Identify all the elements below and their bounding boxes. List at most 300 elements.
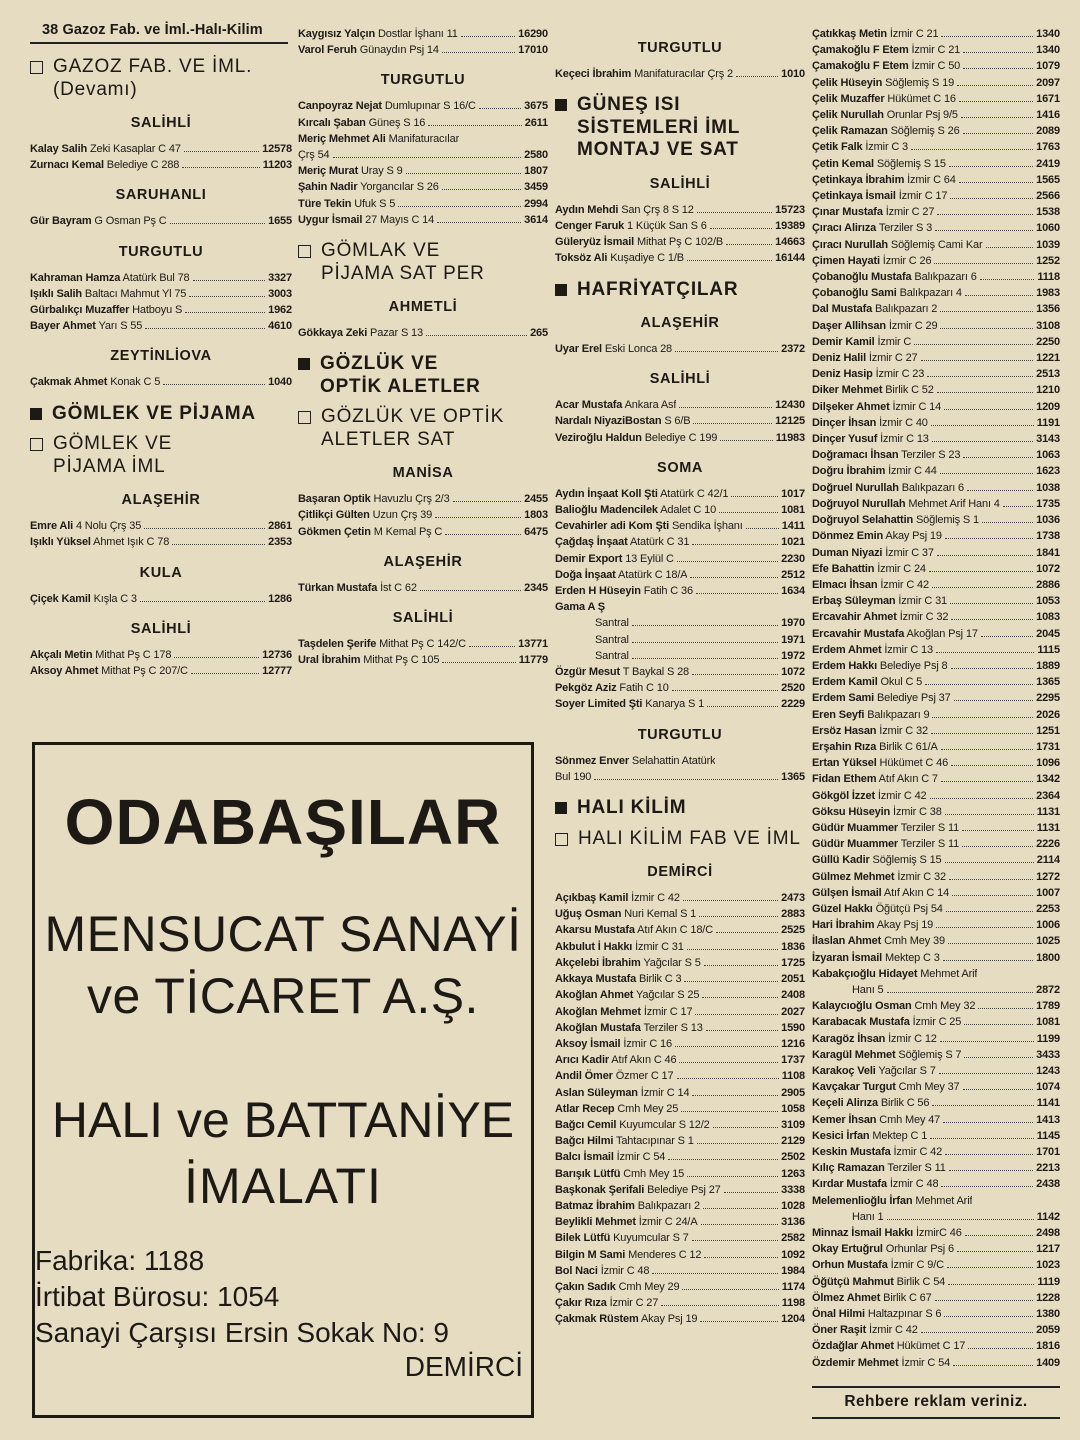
listing-name bbox=[555, 502, 716, 518]
listing-row bbox=[555, 202, 805, 218]
listing-business: Bol Naci bbox=[555, 1264, 598, 1277]
phone-number: 2498 bbox=[1036, 1227, 1060, 1240]
listing-address: İst C 62 bbox=[380, 581, 417, 594]
listing-business: Öner Raşit bbox=[812, 1324, 867, 1337]
listing-address: Adalet C 10 bbox=[660, 504, 717, 517]
leader-dots bbox=[140, 601, 265, 602]
listing-name bbox=[555, 1068, 674, 1084]
listing-name bbox=[298, 636, 466, 652]
phone-number: 1409 bbox=[1036, 1356, 1060, 1369]
listing-address: Mehmet Arif bbox=[920, 967, 978, 980]
leader-dots bbox=[963, 457, 1033, 458]
listing-name bbox=[555, 664, 689, 680]
phone-number: 3143 bbox=[1036, 433, 1060, 446]
listing-name bbox=[298, 131, 459, 147]
listing-name bbox=[812, 447, 960, 463]
listing-name bbox=[812, 1257, 944, 1273]
listing-name bbox=[812, 1274, 945, 1290]
city-heading: MANİSA bbox=[392, 465, 454, 482]
listing-address: Mektep C 1 bbox=[872, 1129, 928, 1142]
phone-number: 1204 bbox=[781, 1313, 805, 1326]
phone-number: 2026 bbox=[1036, 708, 1060, 721]
listing-name bbox=[812, 982, 884, 998]
listing-name bbox=[812, 966, 977, 982]
phone-number: 1800 bbox=[1036, 951, 1060, 964]
leader-dots bbox=[695, 1014, 778, 1015]
city-heading: SALİHLİ bbox=[130, 115, 192, 131]
listing-name bbox=[30, 213, 167, 229]
category-title: GÖZLÜK VE OPTİK ALETLER bbox=[320, 353, 481, 397]
listing-business: Kahraman Hamza bbox=[30, 271, 121, 284]
listing-row bbox=[812, 966, 1060, 982]
phone-number: 1970 bbox=[781, 617, 805, 630]
listing-address: Belediye C 288 bbox=[106, 159, 180, 172]
listing-business: Çobanoğlu Mustafa bbox=[812, 271, 912, 284]
phone-number: 2097 bbox=[1036, 76, 1060, 89]
listing-row bbox=[812, 1112, 1060, 1128]
listing-address: İzmir C 32 bbox=[879, 724, 928, 737]
listing-address: Çrş 54 bbox=[298, 149, 330, 162]
listing-address: Selahattin Atatürk bbox=[631, 754, 716, 767]
listing-row bbox=[298, 652, 548, 668]
leader-dots bbox=[703, 1208, 778, 1209]
leader-dots bbox=[948, 943, 1033, 944]
leader-dots bbox=[944, 409, 1033, 410]
leader-dots bbox=[144, 528, 265, 529]
listing-name bbox=[812, 950, 940, 966]
listing-row bbox=[812, 139, 1060, 155]
leader-dots bbox=[951, 619, 1033, 620]
listing-row bbox=[555, 987, 805, 1003]
listing-name bbox=[812, 1160, 946, 1176]
phone-number: 1380 bbox=[1036, 1308, 1060, 1321]
phone-number: 2114 bbox=[1036, 854, 1060, 867]
listing-address: Manifaturacılar Çrş 2 bbox=[634, 68, 734, 80]
listing-row bbox=[30, 518, 292, 534]
listing-name bbox=[812, 42, 960, 58]
listing-address: G Osman Pş C bbox=[94, 215, 167, 228]
listing-business: Elmacı İhsan bbox=[812, 578, 878, 591]
listing-name bbox=[555, 202, 694, 218]
phone-number: 1083 bbox=[1036, 611, 1060, 624]
listing-business: Aydın İnşaat Koll Şti bbox=[555, 487, 658, 500]
listing-row bbox=[812, 804, 1060, 820]
listing-row bbox=[812, 642, 1060, 658]
leader-dots bbox=[652, 1273, 778, 1274]
listing-business: Arıcı Kadir bbox=[555, 1054, 609, 1067]
phone-number: 1072 bbox=[781, 666, 805, 679]
phone-number: 2861 bbox=[268, 520, 292, 533]
listing-business: Çetik Falk bbox=[812, 141, 863, 154]
listing-business: Orhun Mustafa bbox=[812, 1259, 888, 1272]
phone-number: 1096 bbox=[1036, 757, 1060, 770]
phone-number: 1039 bbox=[1036, 238, 1060, 251]
listing-address: İzmir C 24/A bbox=[638, 1216, 698, 1229]
listing-business: Kemer İhsan bbox=[812, 1113, 877, 1126]
listing-name bbox=[555, 1004, 692, 1020]
listing-business: Gökkaya Zeki bbox=[298, 327, 368, 340]
listing-address: İzmir C 42 bbox=[631, 892, 680, 905]
leader-dots bbox=[950, 198, 1033, 199]
listing-name bbox=[812, 1290, 932, 1306]
listing-row bbox=[555, 906, 805, 922]
listing-address: Terziler S 3 bbox=[878, 222, 933, 235]
listing-row bbox=[555, 430, 805, 446]
listing-address: Atıf Akın C 14 bbox=[883, 886, 950, 899]
listing-name bbox=[555, 1166, 684, 1182]
leader-dots bbox=[929, 571, 1033, 572]
listing-continuation: Santral bbox=[595, 617, 629, 630]
phone-number: 3003 bbox=[268, 287, 292, 300]
listing-continuation: Hanı 5 bbox=[852, 983, 884, 996]
listing-row bbox=[298, 580, 548, 596]
listing-address: M Kemal Pş C bbox=[373, 525, 443, 538]
leader-dots bbox=[978, 1008, 1033, 1009]
listing-address: İzmir C 44 bbox=[888, 465, 937, 478]
listing-row bbox=[812, 253, 1060, 269]
leader-dots bbox=[692, 544, 778, 545]
listing-business: Karagül Mehmet bbox=[812, 1048, 896, 1061]
listing-continuation: Hanı 1 bbox=[852, 1210, 884, 1223]
leader-dots bbox=[699, 916, 778, 917]
phone-number: 11203 bbox=[262, 159, 292, 172]
listing-name bbox=[555, 680, 669, 696]
listing-row bbox=[555, 922, 805, 938]
listing-name bbox=[812, 771, 938, 787]
leader-dots bbox=[693, 423, 772, 424]
phone-number: 1006 bbox=[1036, 919, 1060, 932]
listing-row bbox=[555, 696, 805, 712]
listing-name bbox=[812, 885, 949, 901]
phone-number: 2502 bbox=[781, 1151, 805, 1164]
leader-dots bbox=[957, 85, 1033, 86]
listing-row bbox=[298, 212, 548, 228]
listing-row bbox=[812, 739, 1060, 755]
listing-address: İzmir C 27 bbox=[609, 1297, 659, 1310]
leader-dots bbox=[951, 765, 1033, 766]
leader-dots bbox=[961, 117, 1033, 118]
phone-number: 2438 bbox=[1036, 1178, 1060, 1191]
listing-address: Terziler S 11 bbox=[900, 838, 960, 851]
listing-address: İzmir C 54 bbox=[901, 1356, 951, 1369]
leader-dots bbox=[713, 1127, 779, 1128]
listing-row bbox=[555, 664, 805, 680]
listing-row bbox=[812, 626, 1060, 642]
listing-business: Duman Niyazi bbox=[812, 546, 883, 559]
leader-dots bbox=[720, 440, 773, 441]
category-title: GÖMLEK VE PİJAMA bbox=[52, 402, 256, 424]
listing-business: Işıklı Yüksel bbox=[30, 536, 91, 549]
listing-row bbox=[812, 771, 1060, 787]
listing-address: 27 Mayıs C 14 bbox=[365, 213, 435, 226]
listing-name bbox=[812, 577, 929, 593]
listing-business: Işıklı Salih bbox=[30, 287, 83, 300]
listing-list bbox=[298, 26, 548, 668]
city-heading: SOMA bbox=[657, 459, 703, 476]
listing-name bbox=[812, 804, 942, 820]
listing-row bbox=[298, 147, 548, 163]
listing-row bbox=[555, 1149, 805, 1165]
leader-dots bbox=[702, 997, 778, 998]
listing-row bbox=[812, 382, 1060, 398]
listing-name bbox=[298, 163, 403, 179]
leader-dots bbox=[959, 101, 1033, 102]
listing-name bbox=[555, 1182, 721, 1198]
phone-number: 1210 bbox=[1036, 384, 1060, 397]
leader-dots bbox=[940, 328, 1033, 329]
listing-name bbox=[812, 480, 964, 496]
phone-number: 1058 bbox=[781, 1102, 805, 1115]
listing-address: İzmir C 24 bbox=[877, 562, 926, 575]
listing-address: Ufuk S 5 bbox=[354, 197, 396, 210]
phone-number: 1263 bbox=[781, 1167, 805, 1180]
listing-name bbox=[555, 486, 728, 502]
listing-name bbox=[30, 663, 188, 679]
phone-number: 3433 bbox=[1036, 1048, 1060, 1061]
listing-row bbox=[555, 1133, 805, 1149]
column-4 bbox=[812, 26, 1060, 1371]
listing-name bbox=[555, 1020, 703, 1036]
listing-address: Nuri Kemal S 1 bbox=[624, 908, 697, 921]
listing-name bbox=[812, 366, 924, 382]
leader-dots bbox=[887, 1219, 1034, 1220]
leader-dots bbox=[170, 223, 266, 224]
listing-business: Kırdar Mustafa bbox=[812, 1178, 887, 1191]
listing-name bbox=[555, 1230, 689, 1246]
phone-number: 1007 bbox=[1036, 886, 1060, 899]
leader-dots bbox=[945, 538, 1033, 539]
listing-business: Karabacak Mustafa bbox=[812, 1016, 910, 1029]
listing-address: Uray S 9 bbox=[361, 165, 403, 178]
listing-address: T Baykal S 28 bbox=[622, 666, 690, 679]
listing-address: Dostlar İşhanı 11 bbox=[377, 28, 458, 40]
listing-row bbox=[298, 26, 548, 42]
listing-row bbox=[298, 325, 548, 341]
listing-business: Çetin Kemal bbox=[812, 157, 874, 170]
listing-row bbox=[812, 463, 1060, 479]
listing-address: İzmir C 32 bbox=[899, 611, 949, 624]
listing-business: Emre Ali bbox=[30, 520, 74, 533]
listing-name bbox=[812, 139, 908, 155]
listing-name bbox=[812, 739, 938, 755]
listing-address: Hükümet C 17 bbox=[896, 1340, 966, 1353]
leader-dots bbox=[964, 1057, 1033, 1058]
listing-business: Canpoyraz Nejat bbox=[298, 100, 382, 113]
leader-dots bbox=[696, 593, 778, 594]
listing-address: Pazar S 13 bbox=[370, 327, 423, 340]
listing-row bbox=[812, 674, 1060, 690]
phone-number: 2129 bbox=[781, 1135, 805, 1148]
listing-business: Eren Seyfi bbox=[812, 708, 865, 721]
listing-business: Çatıkkaş Metin bbox=[812, 28, 887, 40]
listing-continuation: Santral bbox=[595, 633, 629, 646]
listing-business: Çimen Hayati bbox=[812, 254, 880, 267]
listing-business: Aydın Mehdi bbox=[555, 203, 619, 216]
listing-row bbox=[812, 1095, 1060, 1111]
listing-row bbox=[812, 58, 1060, 74]
empty-checkbox-icon bbox=[555, 833, 568, 846]
listing-business: Göksu Hüseyin bbox=[812, 805, 891, 818]
listing-business: Nardalı NiyaziBostan bbox=[555, 415, 662, 428]
phone-number: 2230 bbox=[781, 552, 805, 565]
phone-number: 19389 bbox=[775, 219, 805, 232]
leader-dots bbox=[964, 1024, 1033, 1025]
leader-dots bbox=[406, 173, 522, 174]
listing-name bbox=[812, 26, 938, 42]
city-heading: TURGUTLU bbox=[118, 243, 204, 260]
listing-business: Çetinkaya İbrahim bbox=[812, 173, 905, 186]
listing-row bbox=[812, 512, 1060, 528]
listing-business: Özgür Mesut bbox=[555, 666, 620, 679]
leader-dots bbox=[965, 295, 1033, 296]
listing-address: İzmir C 9/C bbox=[890, 1259, 944, 1272]
listing-name bbox=[812, 820, 959, 836]
listing-list bbox=[555, 40, 805, 1328]
listing-row bbox=[555, 1085, 805, 1101]
leader-dots bbox=[921, 360, 1034, 361]
phone-number: 1971 bbox=[781, 633, 805, 646]
listing-row bbox=[555, 632, 805, 648]
listing-row bbox=[555, 955, 805, 971]
listing-address: Cmh Mey 25 bbox=[617, 1102, 679, 1115]
listing-row bbox=[30, 270, 292, 286]
leader-dots bbox=[594, 779, 778, 780]
listing-row bbox=[812, 156, 1060, 172]
leader-dots bbox=[982, 522, 1033, 523]
phone-number: 16144 bbox=[775, 252, 805, 265]
leader-dots bbox=[959, 182, 1033, 183]
listing-row bbox=[555, 1068, 805, 1084]
phone-number: 14663 bbox=[775, 236, 805, 249]
listing-business: Çınar Mustafa bbox=[812, 206, 883, 219]
phone-number: 17010 bbox=[518, 44, 548, 57]
column-1 bbox=[30, 22, 292, 679]
listing-row bbox=[812, 836, 1060, 852]
listing-business: Balcı İsmail bbox=[555, 1151, 614, 1164]
leader-dots bbox=[185, 312, 265, 313]
listing-address: Mektep C 3 bbox=[884, 951, 940, 964]
phone-number: 1889 bbox=[1036, 659, 1060, 672]
leader-dots bbox=[692, 1240, 778, 1241]
leader-dots bbox=[687, 1176, 778, 1177]
leader-dots bbox=[677, 561, 778, 562]
listing-business: Güzel Hakkı bbox=[812, 902, 873, 915]
leader-dots bbox=[661, 1305, 779, 1306]
listing-name bbox=[30, 157, 179, 173]
listing-name bbox=[555, 430, 717, 446]
listing-row bbox=[555, 1004, 805, 1020]
listing-row bbox=[555, 1247, 805, 1263]
listing-business: Bilgin M Sami bbox=[555, 1248, 626, 1261]
listing-row bbox=[812, 285, 1060, 301]
listing-name bbox=[555, 1052, 676, 1068]
phone-number: 1174 bbox=[781, 1280, 805, 1293]
phone-number: 1365 bbox=[781, 770, 805, 783]
listing-address: Söğlemiş Cami Kar bbox=[890, 238, 983, 251]
city-heading: ALAŞEHİR bbox=[383, 553, 463, 570]
leader-dots bbox=[944, 1316, 1033, 1317]
listing-business: Gökgöl İzzet bbox=[812, 789, 875, 802]
listing-business: Gülşen İsmail bbox=[812, 886, 882, 899]
listing-row bbox=[298, 491, 548, 507]
listing-name bbox=[812, 1144, 942, 1160]
listing-name bbox=[30, 318, 142, 334]
listing-name bbox=[298, 652, 439, 668]
listing-address: Hatboyu S bbox=[132, 304, 183, 317]
leader-dots bbox=[672, 690, 778, 691]
listing-business: Kırcalı Şaban bbox=[298, 116, 366, 129]
listing-row bbox=[812, 545, 1060, 561]
listing-address: Mithat Pş C 207/C bbox=[101, 664, 188, 677]
listing-row bbox=[555, 1198, 805, 1214]
phone-number: 2295 bbox=[1036, 692, 1060, 705]
listing-business: Cenger Faruk bbox=[555, 219, 625, 232]
phone-number: 1365 bbox=[1036, 676, 1060, 689]
listing-business: Fidan Ethem bbox=[812, 773, 877, 786]
phone-number: 2525 bbox=[781, 924, 805, 937]
leader-dots bbox=[945, 862, 1034, 863]
listing-business: Çelik Ramazan bbox=[812, 125, 888, 138]
phone-number: 11983 bbox=[775, 431, 805, 444]
leader-dots bbox=[943, 1122, 1033, 1123]
listing-address: Belediye C 199 bbox=[644, 431, 718, 444]
listing-name bbox=[555, 567, 687, 583]
listing-row bbox=[812, 269, 1060, 285]
phone-number: 12578 bbox=[262, 143, 292, 155]
listing-business: Kılıç Ramazan bbox=[812, 1162, 885, 1175]
listing-row bbox=[555, 502, 805, 518]
listing-business: Barışık Lütfü bbox=[555, 1167, 621, 1180]
leader-dots bbox=[937, 555, 1033, 556]
listing-name bbox=[812, 1225, 962, 1241]
leader-dots bbox=[426, 335, 527, 336]
listing-name bbox=[812, 690, 951, 706]
leader-dots bbox=[949, 879, 1033, 880]
leader-dots bbox=[632, 625, 778, 626]
listing-name bbox=[812, 431, 929, 447]
leader-dots bbox=[726, 244, 772, 245]
listing-address: Konak C 5 bbox=[110, 376, 161, 389]
city-heading: ZEYTİNLİOVA bbox=[110, 348, 212, 365]
phone-number: 1737 bbox=[781, 1054, 805, 1067]
phone-number: 1841 bbox=[1036, 546, 1060, 559]
listing-business: Çelik Nurullah bbox=[812, 109, 884, 122]
category-title: GÖMLAK VE PİJAMA SAT PER bbox=[321, 240, 485, 284]
listing-address: Yağcılar S 7 bbox=[878, 1065, 936, 1077]
leader-dots bbox=[911, 149, 1033, 150]
listing-row bbox=[555, 648, 805, 664]
phone-number: 1272 bbox=[1036, 870, 1060, 883]
leader-dots bbox=[946, 911, 1033, 912]
listing-business: Akbulut İ Hakkı bbox=[555, 940, 633, 953]
listing-name bbox=[812, 707, 929, 723]
leader-dots bbox=[932, 441, 1033, 442]
phone-number: 1836 bbox=[781, 940, 805, 953]
listing-row bbox=[555, 1263, 805, 1279]
listing-name bbox=[298, 147, 330, 163]
listing-name bbox=[555, 397, 676, 413]
listing-business: Atlar Recep bbox=[555, 1102, 615, 1115]
phone-number: 11779 bbox=[518, 654, 548, 667]
leader-dots bbox=[948, 1284, 1034, 1285]
listing-address: Okul C 5 bbox=[880, 676, 923, 689]
listing-row bbox=[555, 680, 805, 696]
listing-row bbox=[812, 1079, 1060, 1095]
listing-business: Taşdelen Şerife bbox=[298, 638, 377, 651]
listing-business: Erşahin Rıza bbox=[812, 740, 877, 753]
listing-row bbox=[555, 413, 805, 429]
phone-number: 2408 bbox=[781, 989, 805, 1002]
